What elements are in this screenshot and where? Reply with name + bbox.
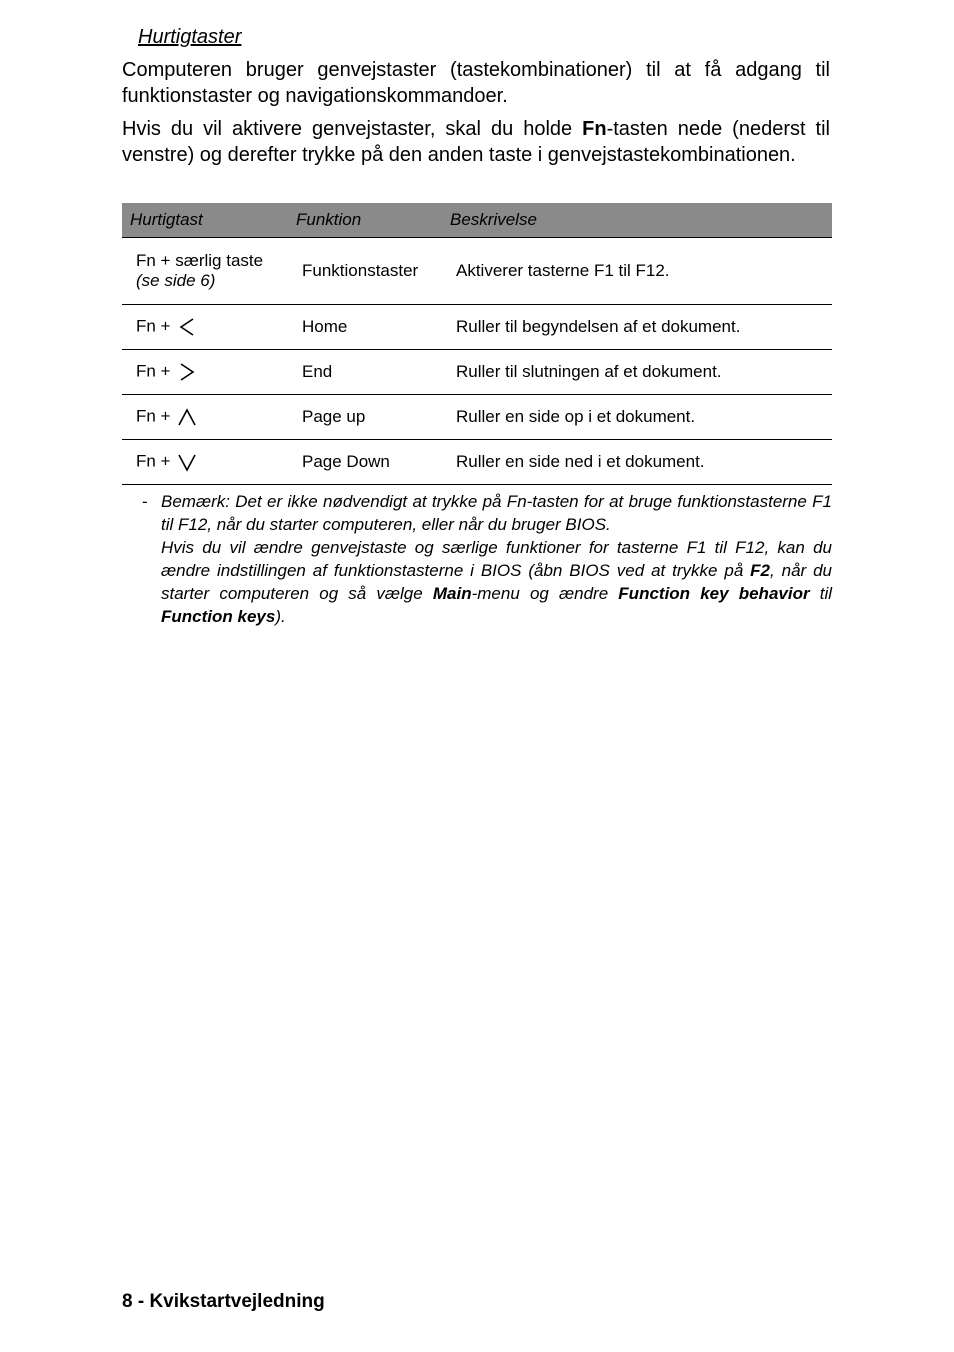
- note-text-part: til: [809, 584, 833, 603]
- note-bullet: -: [142, 492, 148, 511]
- note-text-part: ).: [275, 607, 286, 626]
- down-chevron-icon: [177, 451, 197, 473]
- table-header-row: [122, 203, 832, 238]
- hotkey-text: Fn + særlig taste: [136, 251, 264, 270]
- table-row: [122, 350, 832, 395]
- description-cell: Aktiverer tasterne F1 til F12.: [442, 238, 832, 305]
- header-hotkey: Hurtigtast: [122, 203, 288, 238]
- up-chevron-icon: [177, 406, 197, 428]
- hotkey-table: [122, 203, 832, 485]
- description-cell: Ruller til slutningen af et dokument.: [442, 350, 832, 395]
- note-bold-main: Main: [432, 584, 472, 603]
- hotkey-cell: [122, 238, 288, 305]
- function-cell: Page up: [288, 395, 442, 440]
- table-row: [122, 440, 832, 485]
- function-cell: Funktionstaster: [288, 238, 442, 305]
- note-line-1: Bemærk: Det er ikke nødvendigt at trykke på Fn-tasten for at bruge funktionstasterne F1 til F12, når du starter computeren, eller når du bruger BIOS.: [161, 492, 832, 534]
- right-chevron-icon: [177, 361, 197, 383]
- hotkey-cell: [122, 440, 288, 485]
- header-description: Beskrivelse: [442, 203, 832, 238]
- header-function: Funktion: [288, 203, 442, 238]
- intro-paragraph: Computeren bruger genvejstaster (tastekombinationer) til at få adgang til funktionstaster og navigationskommandoer.: [122, 59, 830, 107]
- hotkey-cell: [122, 350, 288, 395]
- note-line-2: [161, 536, 832, 628]
- hotkey-text: Fn +: [136, 316, 176, 336]
- section-heading: Hurtigtaster: [138, 26, 242, 48]
- hotkey-cell: [122, 305, 288, 350]
- table-row: [122, 395, 832, 440]
- hotkey-text: Fn +: [136, 406, 176, 426]
- note-bold-keys: Function keys: [161, 607, 276, 626]
- description-cell: Ruller en side ned i et dokument.: [442, 440, 832, 485]
- function-cell: Home: [288, 305, 442, 350]
- note-block: [142, 490, 832, 628]
- note-bold-f2: F2: [750, 561, 771, 580]
- description-cell: Ruller en side op i et dokument.: [442, 395, 832, 440]
- left-chevron-icon: [177, 316, 197, 338]
- note-bold-behavior: Function key behavior: [618, 584, 810, 603]
- table-row: [122, 238, 832, 305]
- instruction-text-start: Hvis du vil aktivere genvejstaster, skal du holde: [122, 118, 583, 140]
- fn-key-label: Fn: [582, 118, 607, 140]
- hotkey-text: Fn +: [136, 361, 176, 381]
- instruction-paragraph: [122, 116, 830, 168]
- note-text-part: -menu og ændre: [471, 584, 619, 603]
- hotkey-text: Fn +: [136, 451, 176, 471]
- hotkey-cell: [122, 395, 288, 440]
- table-row: [122, 305, 832, 350]
- description-cell: Ruller til begyndelsen af et dokument.: [442, 305, 832, 350]
- note-text-part: , når du starter computeren og så vælge: [161, 561, 832, 603]
- page-footer: 8 - Kvikstartvejledning: [122, 1291, 325, 1312]
- hotkey-subnote: (se side 6): [136, 271, 216, 290]
- function-cell: Page Down: [288, 440, 442, 485]
- function-cell: End: [288, 350, 442, 395]
- instruction-text-end: -tasten nede (nederst til venstre) og derefter trykke på den anden taste i genvejstastekombinationen.: [122, 118, 830, 166]
- note-text-part: Hvis du vil ændre genvejstaste og særlige funktioner for tasterne F1 til F12, kan du ændre indstillingen af funktionstasterne i BIOS (åbn BIOS ved at trykke på: [161, 538, 832, 580]
